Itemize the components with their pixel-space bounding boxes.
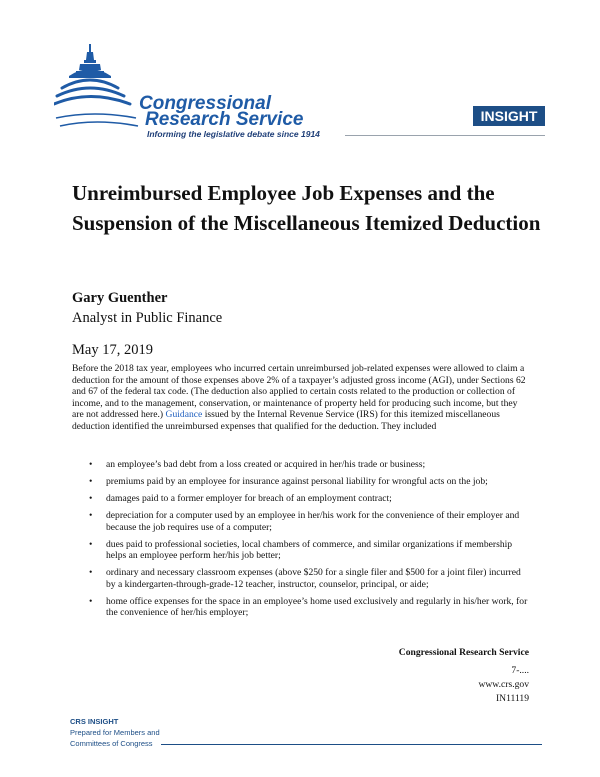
footer-label: CRS INSIGHT: [70, 717, 119, 726]
bullet-icon: •: [89, 492, 93, 504]
brand-tagline: Informing the legislative debate since 1914: [147, 129, 320, 139]
list-item: [72, 476, 532, 488]
author-name: Gary Guenther: [72, 290, 168, 306]
list-item-text: damages paid to a former employer for breach of an employment contract;: [106, 492, 392, 504]
list-item: [72, 493, 532, 505]
brand-name-line1: Congressional: [139, 93, 271, 114]
bullet-icon: •: [89, 595, 93, 607]
tagline-rule: [345, 135, 545, 136]
author-title: Analyst in Public Finance: [72, 310, 223, 326]
list-item-text: ordinary and necessary classroom expenses (above $250 for a single filer and $500 for a joint filer) incurred by a kindergarten-through-grade-12 teacher, instructor, counselor, principal, or aide;: [106, 567, 521, 590]
list-item-text: home office expenses for the space in an employee’s home used exclusively and regularly in his/her work, for the convenience of her/his employer;: [106, 595, 528, 619]
list-item: [72, 567, 532, 590]
signature-url[interactable]: www.crs.gov: [478, 679, 529, 690]
list-item: [72, 539, 532, 562]
list-item-text: depreciation for a computer used by an employee in her/his work for the convenience of their employer and because the job requires use of a computer;: [106, 509, 520, 533]
page-title: Unreimbursed Employee Job Expenses and the Suspension of the Miscellaneous Itemized Deduction: [72, 181, 541, 235]
bullet-icon: •: [89, 538, 93, 550]
expense-list: [72, 459, 532, 624]
list-item-text: an employee’s bad debt from a loss created or acquired in her/his trade or business;: [106, 459, 426, 470]
footer-line2: Committees of Congress: [70, 739, 153, 748]
signature-org: Congressional Research Service: [398, 647, 529, 658]
intro-text-part2: issued by the Internal Revenue Service (IRS) for this itemized miscellaneous deduction identified the unreimbursed expenses that qualified for the deduction. They included: [72, 409, 500, 432]
intro-text-part1: Before the 2018 tax year, employees who incurred certain unreimbursed job-related expenses were allowed to claim a deduction for the amount of those expenses above 2% of a taxpayer’s adjusted gross income (AGI), under Sections 62 and 67 of the federal tax code. (The deduction also applied to certain costs related to the production or collection of income, and to the management, conservation, or maintenance of property held for producing such income, but they are not addressed here.): [72, 363, 526, 420]
footer-line1: Prepared for Members and: [70, 728, 160, 737]
bullet-icon: •: [89, 475, 93, 487]
capitol-dome-logo-icon: [54, 40, 142, 140]
list-item-text: dues paid to professional societies, local chambers of commerce, and similar organizations if membership helps an employee perform her/his job better;: [106, 538, 513, 562]
list-item-text: premiums paid by an employee for insurance against personal liability for wrongful acts on the job;: [106, 475, 488, 487]
list-item: [72, 596, 532, 619]
footer-rule: [161, 744, 542, 745]
brand-name-line2: Research Service: [145, 109, 304, 130]
bullet-icon: •: [89, 509, 93, 521]
list-item: [72, 459, 532, 471]
guidance-link[interactable]: Guidance: [165, 409, 203, 420]
signature-product-id: IN11119: [495, 693, 529, 704]
bullet-icon: •: [89, 459, 93, 470]
insight-badge: INSIGHT: [473, 106, 545, 126]
intro-paragraph: [72, 363, 530, 432]
list-item: [72, 510, 532, 533]
publication-date: May 17, 2019: [72, 342, 153, 358]
signature-code: 7-....: [511, 665, 529, 676]
bullet-icon: •: [89, 567, 93, 579]
